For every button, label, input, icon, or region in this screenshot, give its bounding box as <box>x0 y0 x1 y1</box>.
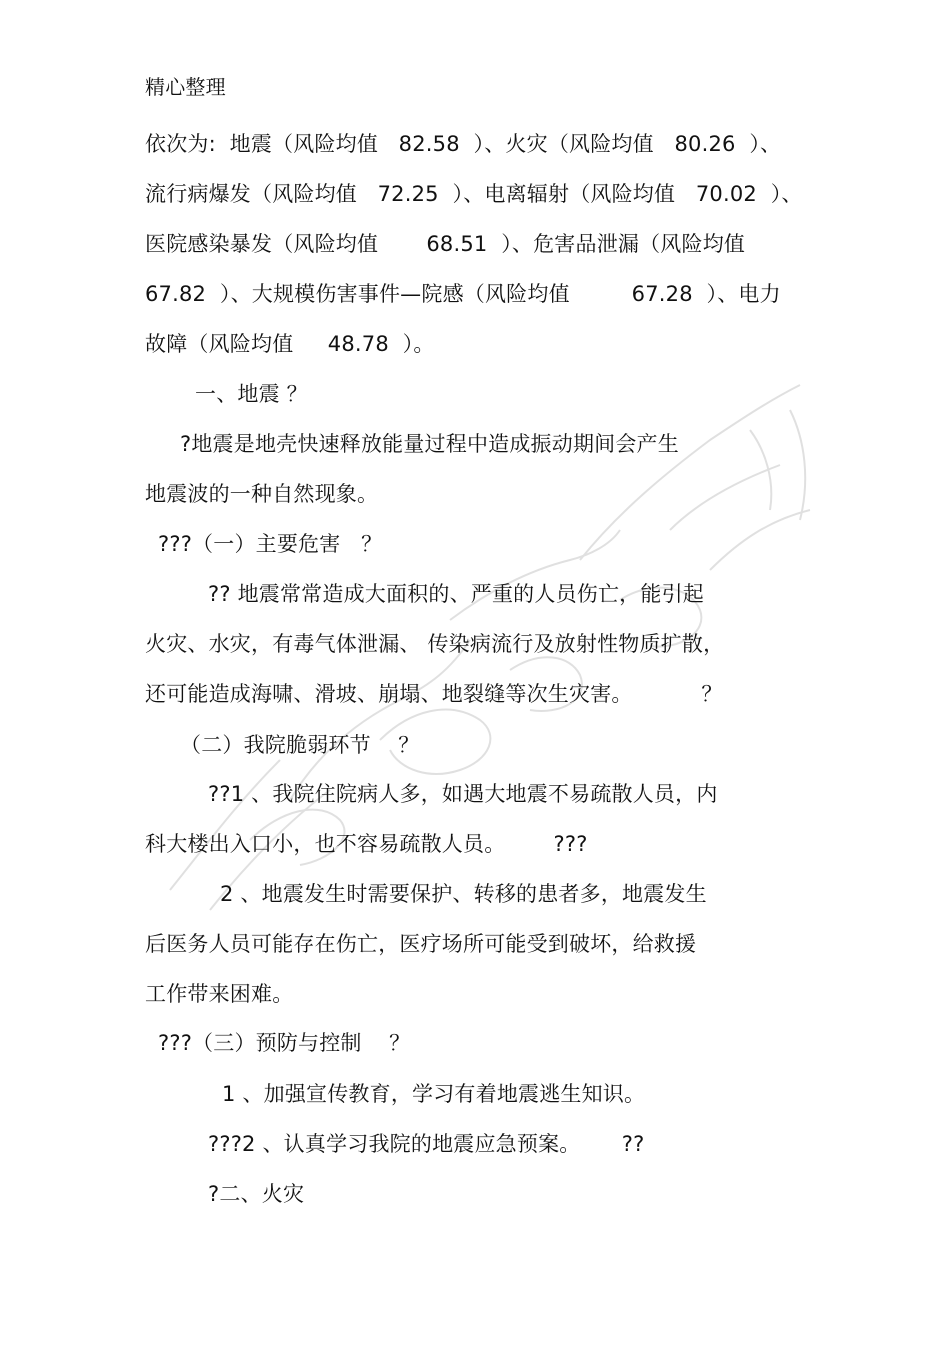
subsection-heading: ???（三）预防与控制 ？ <box>158 1031 411 1055</box>
text-line: ???2 、认真学习我院的地震应急预案。 ?? <box>208 1132 645 1156</box>
text-line: 67.82 ）、大规模伤害事件—院感（风险均值 67.28 ）、电力 <box>145 282 781 306</box>
text-line: 故障（风险均值 48.78 ）。 <box>145 332 435 356</box>
text-line: 地震波的一种自然现象。 <box>145 482 379 506</box>
subsection-heading: （二）我院脆弱环节 ？ <box>180 733 420 757</box>
text-line: 工作带来困难。 <box>145 982 294 1006</box>
subsection-heading: ???（一）主要危害 ？ <box>158 532 383 556</box>
section-heading: 一、地震 ？ <box>195 382 308 406</box>
text-line: 科大楼出入口小，也不容易疏散人员。 ??? <box>145 832 588 856</box>
text-line: ?地震是地壳快速释放能量过程中造成振动期间会产生 <box>180 432 679 456</box>
text-line: 流行病爆发（风险均值 72.25 ）、电离辐射（风险均值 70.02 ）、 <box>145 182 803 206</box>
document-header: 精心整理 <box>145 75 226 99</box>
text-line: 依次为: 地震（风险均值 82.58 ）、火灾（风险均值 80.26 ）、 <box>145 132 782 156</box>
text-line: 还可能造成海啸、滑坡、崩塌、地裂缝等次生灾害。 ？ <box>145 682 723 706</box>
text-line: 医院感染暴发（风险均值 68.51 ）、危害品泄漏（风险均值 <box>145 232 746 256</box>
section-heading: ?二、火灾 <box>208 1182 305 1206</box>
text-line: 后医务人员可能存在伤亡，医疗场所可能受到破坏，给救援 <box>145 932 697 956</box>
text-line: 2 、地震发生时需要保护、转移的患者多，地震发生 <box>220 882 707 906</box>
text-line: 火灾、水灾，有毒气体泄漏、 传染病流行及放射性物质扩散， <box>145 632 725 656</box>
text-line: 1 、加强宣传教育，学习有着地震逃生知识。 <box>222 1082 646 1106</box>
text-line: ?? 地震常常造成大面积的、严重的人员伤亡，能引起 <box>208 582 704 606</box>
text-line: ??1 、我院住院病人多，如遇大地震不易疏散人员，内 <box>208 782 718 806</box>
